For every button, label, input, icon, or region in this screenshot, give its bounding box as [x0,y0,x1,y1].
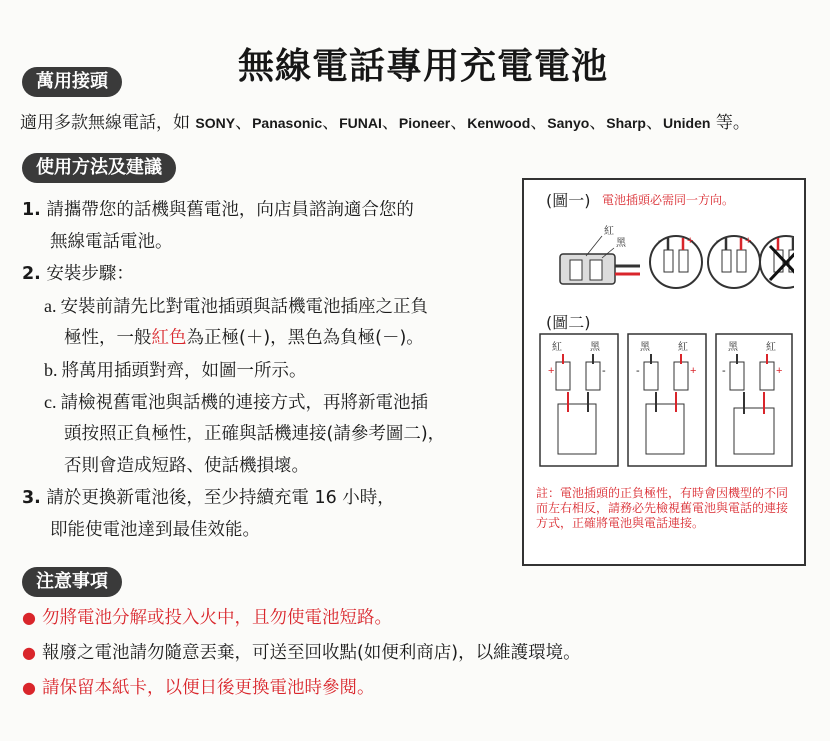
svg-text:-: - [722,365,726,377]
usage-item-1 [22,198,414,222]
step-c [44,390,428,415]
svg-text:+: + [690,365,697,377]
caution-text: 勿將電池分解或投入火中，且勿使電池短路。 [41,608,392,628]
figure-1-note: 電池插頭必需同一方向。 [602,193,735,207]
bullet-icon: ● [22,608,36,627]
step-text: 請檢視舊電池與話機的連接方式，再將新電池插 [60,393,428,413]
caution-item [22,639,581,664]
item-text: 安裝步驟： [46,264,134,284]
step-text: 為正極(＋)，黑色為負極(－)。 [186,328,424,348]
caution-item [22,604,392,629]
item-number: 2. [22,264,41,284]
caution-item [22,674,374,699]
brand-name: Uniden [662,115,711,131]
bullet-icon: ● [22,678,36,697]
svg-text:-: - [636,365,640,377]
step-label: a. [44,296,57,316]
brand-name: Sharp [606,115,646,131]
compat-heading: 萬用接頭 [22,67,122,97]
panel-3-right-label: 紅 [766,342,776,353]
panel-2-left-label: 黑 [640,342,650,353]
polarity-note: 註：電池插頭的正負極性，有時會因機型的不同而左右相反，請務必先檢視舊電池與電話的連接方式，正確將電池與電話連接。 [536,486,789,530]
svg-text:-: - [716,235,720,247]
step-label: c. [44,392,57,412]
compat-suffix: 等。 [715,113,750,133]
item-number: 1. [22,200,41,220]
compat-prefix: 適用多款無線電話，如 [20,113,190,133]
svg-text:-: - [602,365,606,377]
step-b [44,358,307,383]
cautions-heading: 注意事項 [22,567,122,597]
wire-red-label: 紅 [604,226,614,237]
svg-text:-: - [658,235,662,247]
bullet-icon: ● [22,643,36,662]
brand-name: Sanyo [547,115,590,131]
step-text: 極性，一般 [64,328,152,348]
caution-text: 請保留本紙卡，以便日後更換電池時參閱。 [41,678,375,698]
step-c-cont: 頭按照正負極性，正確與話機連接(請參考圖二)， [64,424,446,444]
svg-text:+: + [687,235,694,247]
step-text: 將萬用插頭對齊，如圖一所示。 [61,361,307,381]
panel-1-right-label: 黑 [590,342,600,353]
brand-name: Kenwood [467,115,531,131]
usage-item-3-cont: 即能使電池達到最佳效能。 [50,520,260,540]
svg-text:+: + [548,365,555,377]
step-a-cont [64,326,424,350]
figure-1-illustration [544,214,794,304]
usage-item-2 [22,262,134,286]
figure-2-label: (圖二) [546,313,591,332]
compat-line: 適用多款無線電話，如 SONY、Panasonic、FUNAI、Pioneer、Kenwood、Sanyo、Sharp、Uniden 等。 [20,113,750,133]
item-text: 請於更換新電池後，至少持續充電 16 小時， [46,488,395,508]
figure-1-label: (圖一) [546,191,591,210]
figure-2-illustration [538,332,794,472]
svg-text:+: + [745,235,752,247]
brand-name: SONY [195,115,236,131]
panel-2-right-label: 紅 [678,342,688,353]
step-c-cont: 否則會造成短路、使話機損壞。 [64,456,309,476]
caution-text: 報廢之電池請勿隨意丟棄，可送至回收點(如便利商店)，以維護環境。 [41,643,581,663]
red-highlight: 紅色 [151,328,187,348]
step-text: 安裝前請先比對電池插頭與話機電池插座之正負 [60,297,428,317]
step-a [44,294,428,319]
item-text: 請攜帶您的話機與舊電池，向店員諮詢適合您的 [46,200,414,220]
usage-heading: 使用方法及建議 [22,153,176,183]
brand-name: Panasonic [252,115,323,131]
svg-text:+: + [776,365,783,377]
panel-3-left-label: 黑 [728,342,738,353]
panel-1-left-label: 紅 [552,342,562,353]
step-label: b. [44,360,58,380]
usage-item-1-cont: 無線電話電池。 [50,232,173,252]
brand-name: FUNAI [339,115,382,131]
brand-name: Pioneer [398,115,451,131]
item-number: 3. [22,488,41,508]
usage-item-3 [22,486,395,510]
page-title: 無線電話專用充電電池 [238,46,609,87]
wire-black-label: 黑 [616,238,626,249]
